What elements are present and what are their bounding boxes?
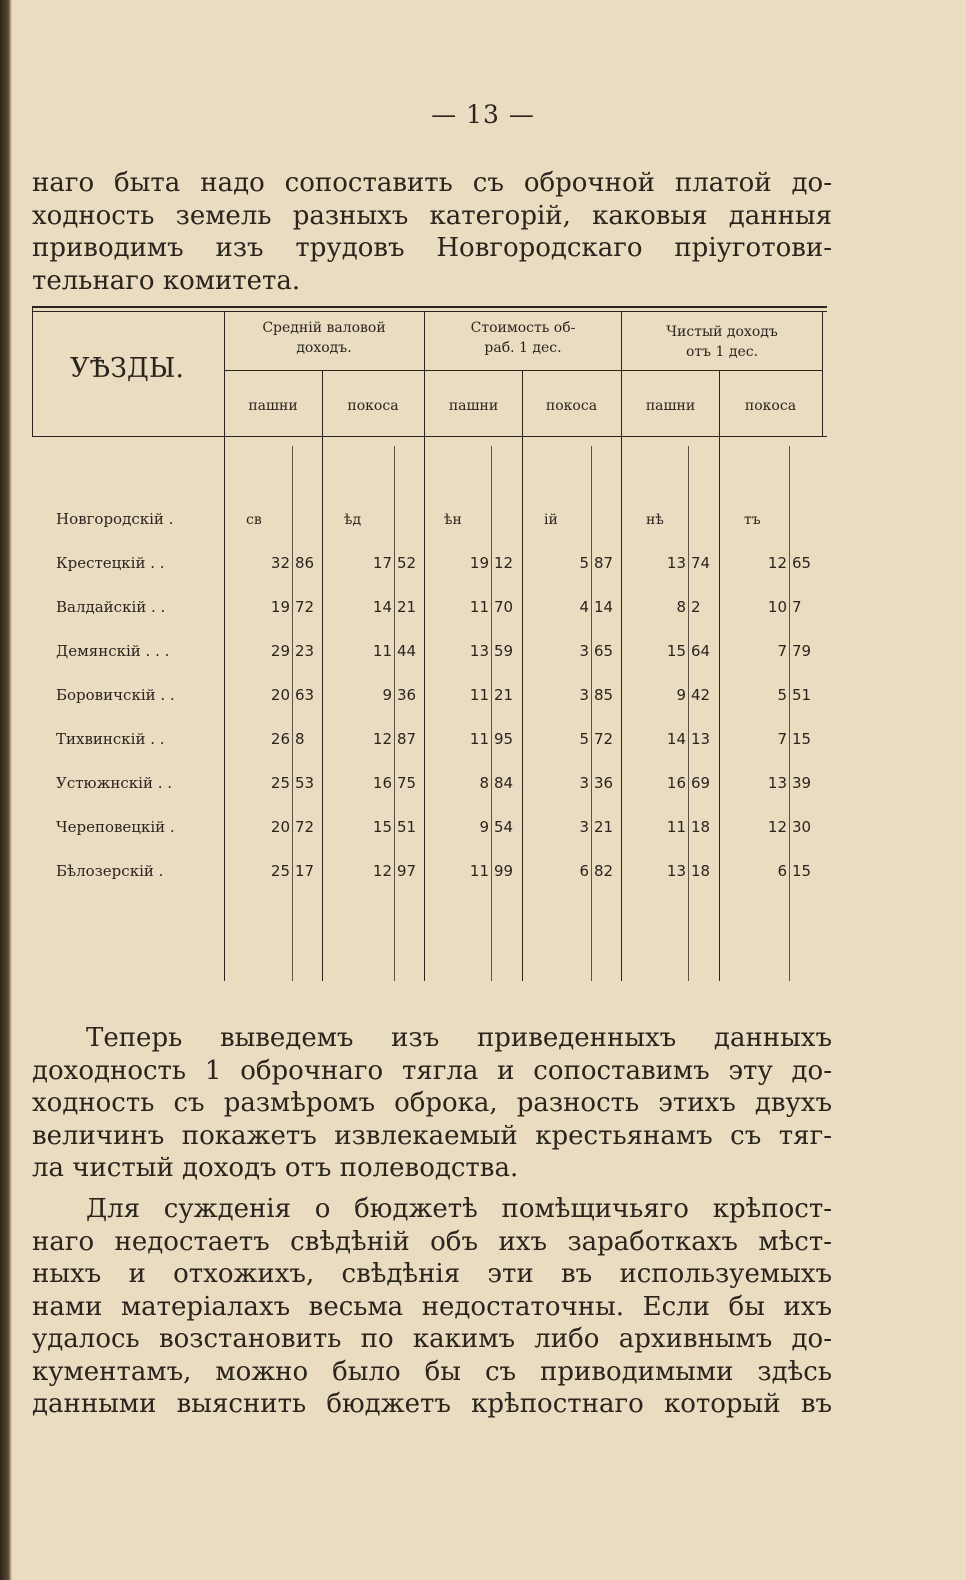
cell-kopecks: 21 xyxy=(594,818,614,836)
cell-rubles: 13 xyxy=(469,642,489,660)
cell-kopecks: 87 xyxy=(397,730,417,748)
cell-kopecks: 51 xyxy=(792,686,812,704)
cell-kopecks: 72 xyxy=(295,598,315,616)
group-header-line: Чистый доходъ xyxy=(666,324,778,340)
cell-kopecks: 18 xyxy=(691,818,711,836)
cell-kopecks: 42 xyxy=(691,686,711,704)
district-name: Валдайскiй . . xyxy=(56,598,166,616)
text-line: ла чистый доходъ отъ полеводства. xyxy=(32,1153,519,1183)
cell-kopecks: 75 xyxy=(397,774,417,792)
cell-rubles: 14 xyxy=(666,730,686,748)
cell-kopecks: 86 xyxy=(295,554,315,572)
cell-rubles: 12 xyxy=(767,818,787,836)
cell-kopecks: 2 xyxy=(691,598,701,616)
paragraph-1 xyxy=(32,1022,832,1185)
cell-rubles: 3 xyxy=(579,774,589,792)
cell-rubles: 7 xyxy=(777,642,787,660)
cell-kopecks: 95 xyxy=(494,730,514,748)
decimal-rule xyxy=(491,446,492,981)
district-name: Новгородскiй . xyxy=(56,510,174,528)
text-line: приводимъ изъ трудовъ Новгородскаго пріуготови- xyxy=(32,233,832,263)
cell-rubles: 6 xyxy=(777,862,787,880)
cell-rubles: 26 xyxy=(270,730,290,748)
cell-rubles: 13 xyxy=(666,862,686,880)
cell-kopecks: 21 xyxy=(494,686,514,704)
column-rule xyxy=(822,312,823,436)
decimal-rule xyxy=(688,446,689,981)
subheader-rule xyxy=(622,370,822,371)
cell-kopecks: 74 xyxy=(691,554,711,572)
text-line: Теперь выведемъ изъ приведенныхъ данныхъ xyxy=(86,1023,832,1053)
income-table xyxy=(32,306,827,981)
cell-rubles: 15 xyxy=(666,642,686,660)
cell-kopecks: 44 xyxy=(397,642,417,660)
cell-kopecks: 84 xyxy=(494,774,514,792)
cell-kopecks: 14 xyxy=(594,598,614,616)
cell-kopecks: 53 xyxy=(295,774,315,792)
column-rule xyxy=(32,306,33,436)
cell-rubles: 13 xyxy=(767,774,787,792)
text-line: ходность земель разныхъ категорій, каковыя данныя xyxy=(32,200,832,231)
cell-rubles: 8 xyxy=(676,598,686,616)
group-header-gross-income xyxy=(224,318,424,358)
cell-rubles: 25 xyxy=(270,774,290,792)
cell-rubles: 19 xyxy=(270,598,290,616)
cell-kopecks: 52 xyxy=(397,554,417,572)
cell-rubles: 20 xyxy=(270,818,290,836)
cell-rubles: 11 xyxy=(469,862,489,880)
text-line: Для сужденія о бюджетѣ помѣщичьяго крѣпост- xyxy=(86,1194,832,1224)
cell-kopecks: 65 xyxy=(792,554,812,572)
subheader-hayfield: покоса xyxy=(545,398,598,414)
table-top-rule xyxy=(32,306,827,308)
group-header-line: доходъ. xyxy=(296,340,352,356)
cell-rubles: 10 xyxy=(767,598,787,616)
decimal-rule xyxy=(394,446,395,981)
cell-letters: св xyxy=(246,512,262,528)
cell-rubles: 14 xyxy=(372,598,392,616)
text-line: данными выяснить бюджетъ крѣпостнаго который въ xyxy=(32,1389,832,1419)
cell-rubles: 32 xyxy=(270,554,290,572)
district-name: Бѣлозерскiй . xyxy=(56,862,164,880)
cell-kopecks: 65 xyxy=(594,642,614,660)
cell-rubles: 11 xyxy=(469,686,489,704)
text-line: наго быта надо сопоставить съ оброчной платой до- xyxy=(32,168,832,198)
cell-letters: iй xyxy=(544,512,558,528)
text-line: удалось возстановить по какимъ либо архивнымъ до- xyxy=(32,1324,832,1354)
cell-rubles: 9 xyxy=(382,686,392,704)
cell-kopecks: 13 xyxy=(691,730,711,748)
cell-kopecks: 8 xyxy=(295,730,305,748)
district-name: Тихвинскiй . . xyxy=(56,730,165,748)
district-name: Боровичскiй . . xyxy=(56,686,175,704)
cell-rubles: 7 xyxy=(777,730,787,748)
cell-kopecks: 69 xyxy=(691,774,711,792)
cell-kopecks: 36 xyxy=(594,774,614,792)
decimal-rule xyxy=(292,446,293,981)
cell-kopecks: 64 xyxy=(691,642,711,660)
cell-kopecks: 54 xyxy=(494,818,514,836)
cell-kopecks: 39 xyxy=(792,774,812,792)
cell-kopecks: 15 xyxy=(792,862,812,880)
district-name: Череповецкiй . xyxy=(56,818,175,836)
table-top-rule xyxy=(32,311,827,312)
cell-kopecks: 30 xyxy=(792,818,812,836)
cell-kopecks: 51 xyxy=(397,818,417,836)
cell-rubles: 12 xyxy=(372,730,392,748)
text-line: нами матеріалахъ весьма недостаточны. Если бы ихъ xyxy=(32,1291,832,1322)
cell-kopecks: 87 xyxy=(594,554,614,572)
column-rule xyxy=(322,370,323,981)
group-header-line: отъ 1 дес. xyxy=(685,344,759,360)
cell-kopecks: 99 xyxy=(494,862,514,880)
cell-rubles: 3 xyxy=(579,686,589,704)
subheader-rule xyxy=(425,370,621,371)
cell-rubles: 8 xyxy=(479,774,489,792)
book-binding-edge xyxy=(0,0,12,1580)
cell-kopecks: 63 xyxy=(295,686,315,704)
cell-rubles: 16 xyxy=(372,774,392,792)
cell-rubles: 19 xyxy=(469,554,489,572)
group-header-cultivation-cost xyxy=(425,318,621,358)
page-number: — 13 — xyxy=(431,100,535,129)
cell-rubles: 5 xyxy=(777,686,787,704)
text-line: тельнаго комитета. xyxy=(32,265,301,296)
decimal-rule xyxy=(789,446,790,981)
cell-rubles: 11 xyxy=(372,642,392,660)
cell-rubles: 11 xyxy=(666,818,686,836)
column-rule xyxy=(621,312,622,981)
cell-kopecks: 23 xyxy=(295,642,315,660)
cell-kopecks: 36 xyxy=(397,686,417,704)
cell-rubles: 29 xyxy=(270,642,290,660)
cell-kopecks: 97 xyxy=(397,862,417,880)
cell-kopecks: 17 xyxy=(295,862,315,880)
cell-kopecks: 70 xyxy=(494,598,514,616)
group-header-line: Среднiй валовой xyxy=(262,320,386,336)
cell-letters: тъ xyxy=(744,512,761,528)
cell-rubles: 3 xyxy=(579,818,589,836)
subheader-hayfield: покоса xyxy=(347,398,399,414)
subheader-arable: пашни xyxy=(248,398,298,414)
cell-rubles: 17 xyxy=(372,554,392,572)
text-line: величинъ покажетъ извлекаемый крестьянамъ съ тяг- xyxy=(32,1120,832,1151)
cell-rubles: 3 xyxy=(579,642,589,660)
paragraph-top xyxy=(32,167,832,297)
cell-rubles: 11 xyxy=(469,730,489,748)
column-rule xyxy=(719,370,720,981)
district-name: Устюжнскiй . . xyxy=(56,774,173,792)
cell-rubles: 12 xyxy=(767,554,787,572)
text-line: ходность съ размѣромъ оброка, разность этихъ двухъ xyxy=(32,1088,832,1118)
cell-kopecks: 72 xyxy=(295,818,315,836)
cell-rubles: 15 xyxy=(372,818,392,836)
cell-rubles: 9 xyxy=(479,818,489,836)
cell-letters: ѣн xyxy=(444,512,462,528)
group-header-net-income xyxy=(622,322,822,362)
column-rule xyxy=(522,370,523,981)
text-line: ныхъ и отхожихъ, свѣдѣнія эти въ используемыхъ xyxy=(32,1259,832,1289)
district-name: Крестецкiй . . xyxy=(56,554,165,572)
districts-header: УѢЗДЫ. xyxy=(70,353,184,384)
cell-kopecks: 82 xyxy=(594,862,614,880)
cell-rubles: 9 xyxy=(676,686,686,704)
cell-rubles: 13 xyxy=(666,554,686,572)
cell-rubles: 11 xyxy=(469,598,489,616)
text-line: наго недостаетъ свѣдѣній объ ихъ заработкахъ мѣст- xyxy=(32,1226,832,1257)
district-name: Демянскiй . . . xyxy=(56,642,170,660)
cell-letters: ѣд xyxy=(344,512,362,528)
cell-rubles: 4 xyxy=(579,598,589,616)
cell-rubles: 25 xyxy=(270,862,290,880)
group-header-line: раб. 1 дес. xyxy=(484,340,562,356)
cell-kopecks: 12 xyxy=(494,554,514,572)
paragraph-2 xyxy=(32,1193,832,1421)
text-line: доходность 1 оброчнаго тягла и сопоставимъ эту до- xyxy=(32,1055,832,1086)
text-line: кументамъ, можно было бы съ приводимыми здѣсь xyxy=(32,1356,832,1387)
cell-rubles: 6 xyxy=(579,862,589,880)
table-header-rule xyxy=(32,436,827,437)
subheader-hayfield: покоса xyxy=(744,398,797,414)
cell-rubles: 5 xyxy=(579,730,589,748)
subheader-rule xyxy=(224,370,424,371)
cell-letters: нѣ xyxy=(646,512,664,528)
cell-rubles: 16 xyxy=(666,774,686,792)
cell-kopecks: 18 xyxy=(691,862,711,880)
cell-kopecks: 79 xyxy=(792,642,812,660)
cell-kopecks: 59 xyxy=(494,642,514,660)
cell-kopecks: 21 xyxy=(397,598,417,616)
decimal-rule xyxy=(591,446,592,981)
cell-kopecks: 72 xyxy=(594,730,614,748)
cell-kopecks: 85 xyxy=(594,686,614,704)
cell-kopecks: 7 xyxy=(792,598,802,616)
cell-rubles: 20 xyxy=(270,686,290,704)
column-rule xyxy=(424,312,425,981)
cell-rubles: 5 xyxy=(579,554,589,572)
cell-rubles: 12 xyxy=(372,862,392,880)
subheader-arable: пашни xyxy=(448,398,499,414)
group-header-line: Стоимость об- xyxy=(470,320,576,336)
subheader-arable: пашни xyxy=(645,398,696,414)
cell-kopecks: 15 xyxy=(792,730,812,748)
